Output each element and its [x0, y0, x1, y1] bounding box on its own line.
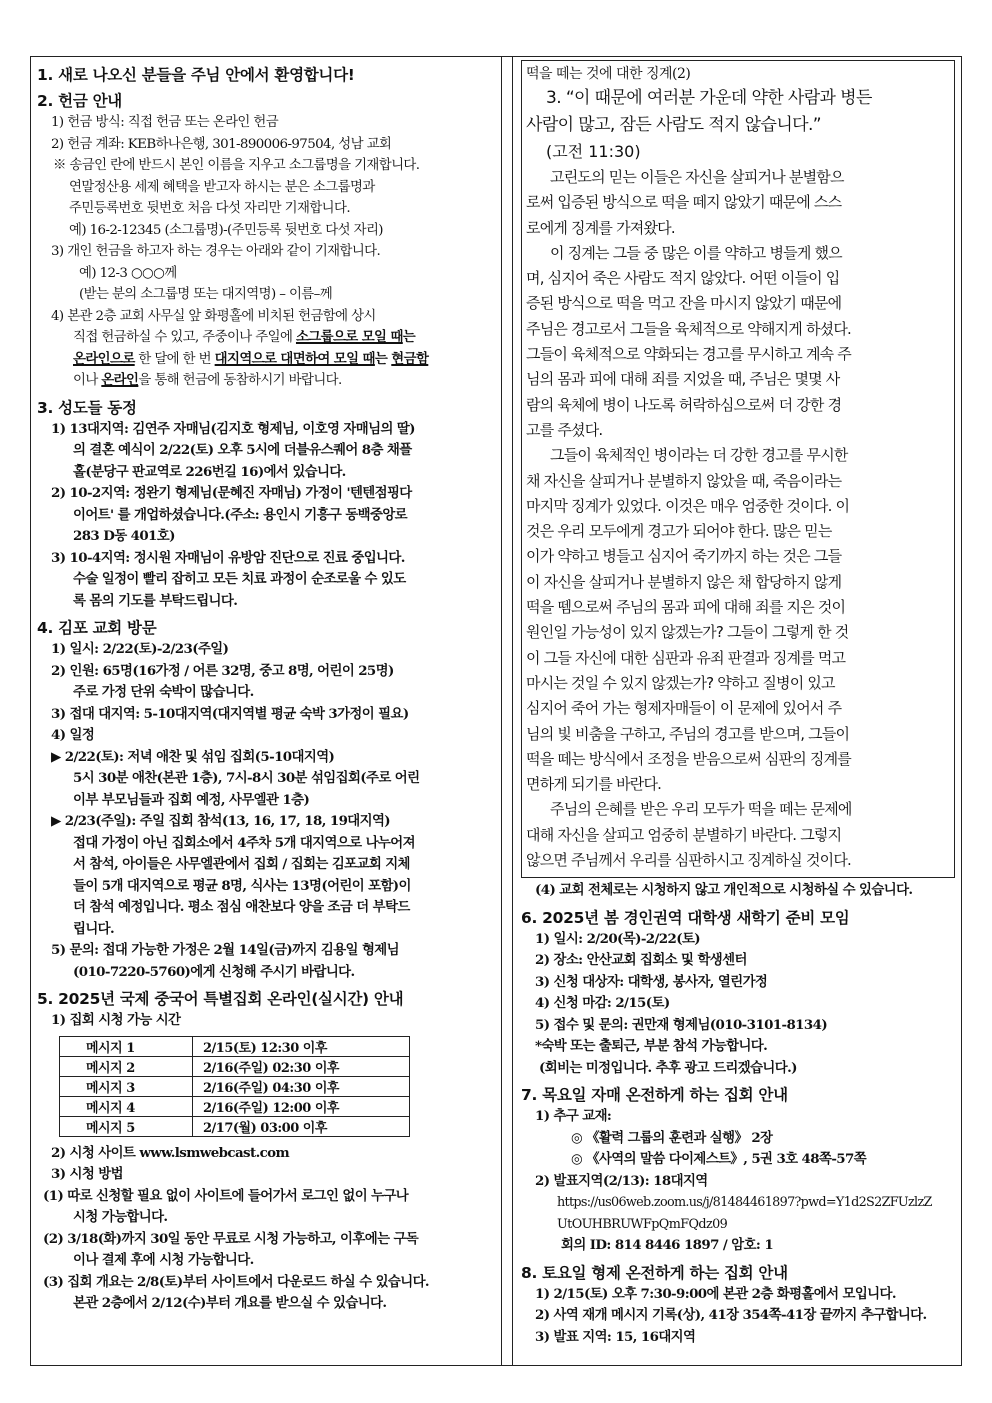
left-column: [31, 57, 499, 1365]
box-para: 고를 주셨다.: [526, 420, 603, 439]
visit-hosts: 3) 접대 대지역: 5-10대지역(대지역별 평균 숙박 3가정이 필요): [51, 705, 409, 722]
table-row: [60, 1076, 410, 1096]
box-para: 그들이 육체적인 병이라는 더 강한 경고를 무시한: [550, 446, 848, 465]
news-2b: 이어트' 를 개업하셨습니다.(주소: 용인시 기흥구 동백중앙로: [73, 506, 407, 523]
table-row: [60, 1056, 410, 1076]
visit-sun-6: 립니다.: [73, 920, 115, 937]
time-cell: 2/15(토) 12:30 이후: [193, 1036, 410, 1056]
box-para: 람의 육체에 병이 나도록 허락하심으로써 더 강한 경: [526, 395, 842, 414]
box-para: 증된 방식으로 떡을 먹고 잔을 마시지 않았기 때문에: [526, 294, 842, 313]
news-1: 1) 13대지역: 김연주 자매님(김지호 형제님, 이호영 자매님의 딸): [51, 420, 415, 437]
camp-date: 1) 일시: 2/20(목)-2/22(토): [535, 930, 701, 947]
camp-target: 3) 신청 대상자: 대학생, 봉사자, 열린가정: [535, 973, 768, 990]
zoom-link[interactable]: https://us06web.zoom.us/j/81484461897?pwd=Y1d2S2ZFUzlzZ: [557, 1195, 932, 1211]
box-para: 로써 입증된 방식으로 떡을 떼지 않았기 때문에 스스: [526, 193, 842, 212]
box-para: 마시는 것일 수 있지 않겠는가? 약하고 질병이 있고: [526, 673, 835, 692]
table-row: [60, 1096, 410, 1116]
personal-offering: 3) 개인 헌금을 하고자 하는 경우는 아래와 같이 기재합니다.: [51, 244, 381, 259]
watch-method-1b: 시청 가능합니다.: [73, 1209, 168, 1225]
box-para: 그들이 육체적으로 약화되는 경고를 무시하고 계속 주: [526, 345, 851, 364]
offering-note: ※ 송금인 란에 반드시 본인 이름을 지우고 소그룹명을 기재합니다.: [53, 158, 420, 173]
offering-note-2: 연말정산용 세제 혜택을 받고자 하시는 분은 소그룹명과: [69, 179, 375, 195]
camp-note: *숙박 또는 출퇴근, 부분 참석 가능합니다.: [535, 1038, 768, 1055]
brothers-time: 1) 2/15(토) 오후 7:30-9:00에 본관 2층 화평홀에서 모입니다.: [535, 1285, 896, 1302]
section-6-title: 6. 2025년 봄 경인권역 대학생 새학기 준비 모임: [521, 908, 850, 927]
sisters-book-1: ◎ 《활력 그룹의 훈련과 실행》 2장: [571, 1129, 773, 1146]
box-para: 채 자신을 살피거나 분별하지 않았을 때, 죽음이라는: [526, 471, 842, 490]
news-2: 2) 10-2지역: 정완기 형제님(문혜진 자매님) 가정이 '텐텐점핑다: [51, 485, 412, 501]
camp-place: 2) 장소: 안산교회 집회소 및 학생센터: [535, 952, 747, 969]
visit-sat-2: 5시 30분 애찬(본관 1층), 7시-8시 30분 섞임집회(주로 어린: [73, 770, 420, 786]
section-7-title: 7. 목요일 자매 온전하게 하는 집회 안내: [521, 1086, 788, 1105]
zoom-link-2[interactable]: UtOUHBRUWFpQmFQdz09: [557, 1216, 728, 1232]
watch-method-2: (2) 3/18(화)까지 30일 동안 무료로 시청 가능하고, 이후에는 구독: [43, 1230, 419, 1247]
box-para: 이 그들 자신에 대한 심판과 유죄 판결과 징계를 먹고: [526, 648, 846, 667]
offering-note-3: 주민등록번호 뒷번호 처음 다섯 자리만 기재합니다.: [69, 201, 350, 216]
camp-deadline: 4) 신청 마감: 2/15(토): [535, 995, 670, 1012]
box-para: 이 자신을 살피거나 분별하지 않은 채 합당하지 않게: [526, 572, 842, 591]
news-3c: 록 몸의 기도를 부탁드립니다.: [73, 592, 238, 609]
msg-cell: 메시지 5: [60, 1116, 193, 1136]
visit-sat-3: 이부 부모님들과 집회 예정, 사무엘관 1층): [73, 791, 310, 808]
table-row: [60, 1116, 410, 1136]
box-verse-2: 사람이 많고, 잠든 사람도 적지 않습니다.”: [526, 115, 821, 135]
box-reference: (고전 11:30): [546, 142, 641, 161]
visit-schedule: 4) 일정: [51, 727, 95, 743]
visit-sun-4: 들이 5개 대지역으로 평균 8명, 식사는 13명(어린이 포함)이: [73, 877, 411, 894]
watch-method-3b: 본관 2층에서 2/12(수)부터 개요를 받으실 수 있습니다.: [73, 1295, 387, 1311]
personal-example-2: (받는 분의 소그룹명 또는 대지역명) – 이름–께: [79, 287, 333, 302]
box-para: 이 징계는 그들 중 많은 이를 약하고 병들게 했으: [550, 243, 842, 262]
visit-date: 1) 일시: 2/22(토)-2/23(주일): [51, 641, 229, 657]
sisters-region: 2) 발표지역(2/13): 18대지역: [535, 1172, 708, 1189]
watch-site: 2) 시청 사이트 www.lsmwebcast.com: [51, 1144, 290, 1161]
visit-sun-3: 서 참석, 아이들은 사무엘관에서 집회 / 집회는 김포교회 지체: [73, 856, 410, 872]
box-para: 이가 약하고 병들고 심지어 죽기까지 하는 것은 그들: [526, 547, 842, 566]
offering-box-2: 직접 헌금하실 수 있고, 주중이나 주일에 소그룹으로 모일 때는: [73, 329, 416, 345]
time-cell: 2/16(주일) 12:00 이후: [193, 1096, 410, 1116]
watch-times-label: 1) 집회 시청 가능 시간: [51, 1012, 181, 1028]
visit-sun-5: 더 참석 예정입니다. 평소 점심 애찬보다 양을 조금 더 부탁드: [73, 899, 410, 915]
offering-account: 2) 헌금 계좌: KEB하나은행, 301-890006-97504, 성남 교회: [51, 136, 392, 152]
time-cell: 2/17(월) 03:00 이후: [193, 1116, 410, 1136]
box-title: 떡을 떼는 것에 대한 징계(2): [526, 66, 691, 82]
box-para: 대해 자신을 살피고 엄중히 분별하기 바란다. 그렇지: [526, 825, 842, 844]
box-para: 고린도의 믿는 이들은 자신을 살피거나 분별함으: [550, 168, 844, 186]
box-para: 님의 빛 비춤을 구하고, 주님의 경고를 받으며, 그들이: [526, 724, 850, 743]
visit-people: 2) 인원: 65명(16가정 / 어른 32명, 중고 8명, 어린이 25명): [51, 662, 394, 679]
visit-people-2: 주로 가정 단위 숙박이 많습니다.: [73, 684, 254, 700]
sisters-material: 1) 추구 교재:: [535, 1108, 612, 1125]
box-para: 원인일 가능성이 있지 않겠는가? 그들이 그렇게 한 것: [526, 623, 849, 642]
visit-sat: ▶ 2/22(토): 저녁 애찬 및 섞임 집회(5-10대지역): [51, 748, 335, 765]
section-3-title: 3. 성도들 동정: [37, 398, 137, 417]
visit-sun: ▶ 2/23(주일): 주일 집회 참석(13, 16, 17, 18, 19대지역): [51, 813, 391, 829]
offering-method: 1) 헌금 방식: 직접 헌금 또는 온라인 헌금: [51, 115, 279, 130]
sisters-book-2: ◎ 《사역의 말씀 다이제스트》, 5권 3호 48쪽-57쪽: [571, 1151, 867, 1168]
msg-cell: 메시지 1: [60, 1036, 193, 1056]
box-para: 로에게 징계를 가져왔다.: [526, 218, 675, 237]
meditation-box: [521, 60, 955, 878]
offering-example: 예) 16-2-12345 (소그룹명)-(주민등록 뒷번호 다섯 자리): [69, 222, 383, 238]
box-para: 주님의 은혜를 받은 우리 모두가 떡을 떼는 문제에: [550, 800, 852, 819]
msg-cell: 메시지 2: [60, 1056, 193, 1076]
offering-box-4: 이나 온라인을 통해 헌금에 동참하시기 바랍니다.: [73, 372, 342, 388]
personal-example: 예) 12-3 ○○○께: [79, 265, 177, 281]
visit-sun-2: 접대 가정이 아닌 집회소에서 4주차 5개 대지역으로 나누어져: [73, 834, 415, 851]
time-cell: 2/16(주일) 04:30 이후: [193, 1076, 410, 1096]
offering-box-3: 온라인으로 한 달에 한 번 대지역으로 대면하여 모일 때는 현금함: [73, 350, 429, 367]
msg-cell: 메시지 3: [60, 1076, 193, 1096]
box-para: 떡을 떼는 방식에서 조정을 받음으로써 심판의 징계를: [526, 749, 851, 768]
schedule-table: [59, 1036, 410, 1137]
box-para: 며, 심지어 죽은 사람도 적지 않았다. 어떤 이들이 입: [526, 269, 840, 288]
box-para: 않으면 주님께서 우리를 심판하시고 징계하실 것이다.: [526, 851, 851, 870]
right-column: [517, 57, 961, 1365]
camp-contact: 5) 접수 및 문의: 권만재 형제님(010-3101-8134): [535, 1016, 828, 1033]
box-para: 면하게 되기를 바란다.: [526, 775, 662, 794]
column-divider: [501, 57, 513, 1365]
table-row: [60, 1036, 410, 1056]
news-3b: 수술 일정이 빨리 잡히고 모든 치료 과정이 순조로울 수 있도: [73, 571, 406, 587]
watch-method-1: (1) 따로 신청할 필요 없이 사이트에 들어가서 로그인 없이 누구나: [43, 1187, 409, 1204]
news-1b: 의 결혼 예식이 2/22(토) 오후 5시에 더블유스퀘어 8층 채플: [73, 442, 412, 458]
box-verse-1: 3. “이 때문에 여러분 가운데 약한 사람과 병든: [546, 88, 872, 108]
visit-contact-2: (010-7220-5760)에게 신청해 주시기 바랍니다.: [73, 963, 355, 980]
watch-method-2b: 이나 결제 후에 시청 가능합니다.: [73, 1252, 254, 1268]
news-2c: 283 D동 401호): [73, 528, 175, 544]
box-para: 님의 몸과 피에 대해 죄를 지었을 때, 주님은 몇몇 사: [526, 370, 840, 389]
visit-contact: 5) 문의: 접대 가능한 가정은 2월 14일(금)까지 김용일 형제님: [51, 942, 399, 958]
box-para: 심지어 죽어 가는 형제자매들이 이 문제에 있어서 주: [526, 699, 842, 718]
watch-method-3: (3) 집회 개요는 2/8(토)부터 사이트에서 다운로드 하실 수 있습니다.: [43, 1273, 429, 1290]
camp-fee: (회비는 미정입니다. 추후 광고 드리겠습니다.): [539, 1059, 797, 1076]
section-8-title: 8. 토요일 형제 온전하게 하는 집회 안내: [521, 1263, 788, 1282]
offering-box: 4) 본관 2층 교회 사무실 앞 화평홀에 비치된 헌금함에 상시: [51, 308, 376, 324]
msg-cell: 메시지 4: [60, 1096, 193, 1116]
brothers-region: 3) 발표 지역: 15, 16대지역: [535, 1328, 696, 1345]
box-para: 주님은 경고로서 그들을 육체적으로 약해지게 하셨다.: [526, 319, 851, 338]
watch-method: 3) 시청 방법: [51, 1166, 123, 1182]
section-1-title: 1. 새로 나오신 분들을 주님 안에서 환영합니다!: [37, 66, 355, 84]
box-para: 것은 우리 모두에게 경고가 되어야 한다. 많은 믿는: [526, 522, 832, 541]
time-cell: 2/16(주일) 02:30 이후: [193, 1056, 410, 1076]
section-5-title: 5. 2025년 국제 중국어 특별집회 온라인(실시간) 안내: [37, 990, 404, 1008]
box-para: 떡을 뗌으로써 주님의 몸과 피에 대해 죄를 지은 것이: [526, 598, 846, 617]
zoom-meeting-id: 회의 ID: 814 8446 1897 / 암호: 1: [561, 1237, 774, 1254]
box-para: 마지막 징계가 있었다. 이것은 매우 엄중한 것이다. 이: [526, 496, 850, 515]
news-1c: 홀(분당구 판교역로 226번길 16)에서 있습니다.: [73, 463, 346, 480]
news-3: 3) 10-4지역: 정시원 자매님이 유방암 진단으로 진료 중입니다.: [51, 549, 405, 566]
bulletin-frame: [30, 56, 962, 1366]
section-4-title: 4. 김포 교회 방문: [37, 619, 157, 637]
brothers-material: 2) 사역 재개 메시지 기록(상), 41장 354쪽-41장 끝까지 추구합니다.: [535, 1307, 927, 1324]
section-2-title: 2. 헌금 안내: [37, 92, 122, 110]
watch-method-4: (4) 교회 전체로는 시청하지 않고 개인적으로 시청하실 수 있습니다.: [535, 882, 913, 899]
